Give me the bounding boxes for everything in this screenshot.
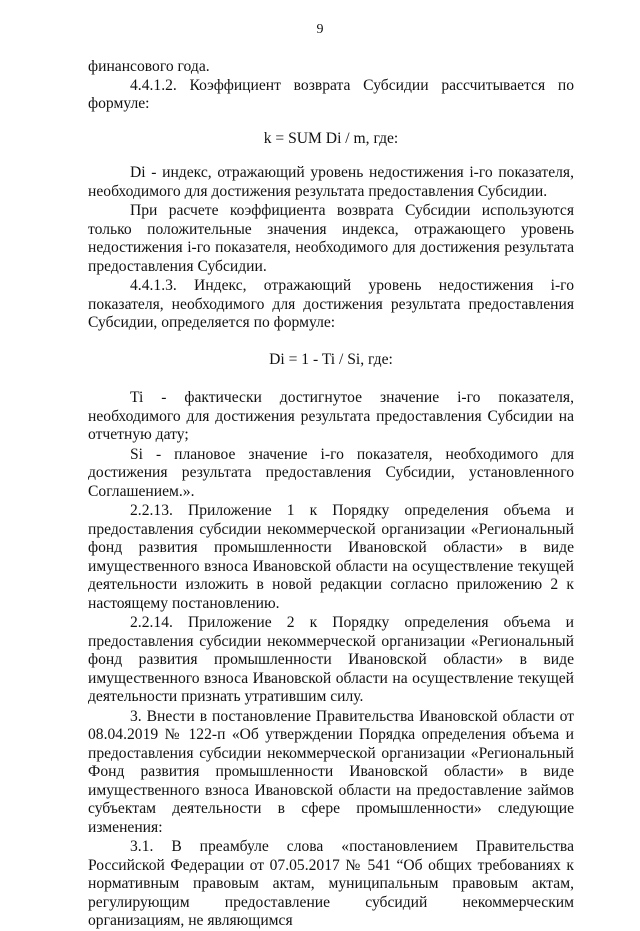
page-number: 9 — [316, 22, 324, 37]
paragraph-4-4-1-2: 4.4.1.2. Коэффициент возврата Субсидии рассчитывается по формуле: — [88, 76, 574, 112]
formula-index: Di = 1 - Ti / Si, где: — [269, 350, 393, 368]
paragraph-3: 3. Внести в постановление Правительства Ивановской области от 08.04.2019 № 122-п «Об утверждении Порядка определения объема и предоставления субсидии некоммерческой организации «Региональный Фонд развития промышленности Ивановской области» в виде имущественного взноса Ивановской области на предоставление займов субъектам деятельности в сфере промышленности» следующие изменения: — [88, 707, 574, 836]
paragraph-3-1: 3.1. В преамбуле слова «постановлением Правительства Российской Федерации от 07.05.2017 № 541 “Об общих требованиях к нормативным правовым актам, муниципальным правовым актам, регулирующим предоставление субсидий некоммерческим организациям, не являющимся — [88, 838, 574, 929]
paragraph-di-definition: Di - индекс, отражающий уровень недостижения i-го показателя, необходимого для достижения результата предоставления Субсидии. — [88, 164, 574, 200]
paragraph-ti-definition: Ti - фактически достигнутое значение i-го показателя, необходимого для достижения результата предоставления Субсидии на отчетную дату; — [88, 389, 574, 443]
document-body — [88, 58, 574, 931]
paragraph-continuation: финансового года. — [88, 58, 210, 75]
paragraph-4-4-1-3: 4.4.1.3. Индекс, отражающий уровень недостижения i-го показателя, необходимого для достижения результата предоставления Субсидии, определяется по формуле: — [88, 277, 574, 331]
paragraph-si-definition: Si - плановое значение i-го показателя, необходимого для достижения результата предоставления Субсидии, установленного Соглашением.». — [88, 445, 574, 500]
paragraph-2-2-14: 2.2.14. Приложение 2 к Порядку определения объема и предоставления субсидии некоммерческой организации «Региональный фонд развития промышленности Ивановской области» в виде имущественного взноса Ивановской области на осуществление текущей деятельности признать утратившим силу. — [88, 614, 574, 705]
paragraph-positive-values: При расчете коэффициента возврата Субсидии используются только положительные значения индекса, отражающего уровень недостижения i-го показателя, необходимого для достижения результата предоставления Субсидии. — [88, 202, 574, 275]
formula-return-coefficient: k = SUM Di / m, где: — [263, 129, 399, 147]
paragraph-2-2-13: 2.2.13. Приложение 1 к Порядку определения объема и предоставления субсидии некоммерческой организации «Региональный фонд развития промышленности Ивановской области» в виде имущественного взноса Ивановской области на осуществление текущей деятельности изложить в новой редакции согласно приложению 2 к настоящему постановлению. — [88, 502, 574, 612]
